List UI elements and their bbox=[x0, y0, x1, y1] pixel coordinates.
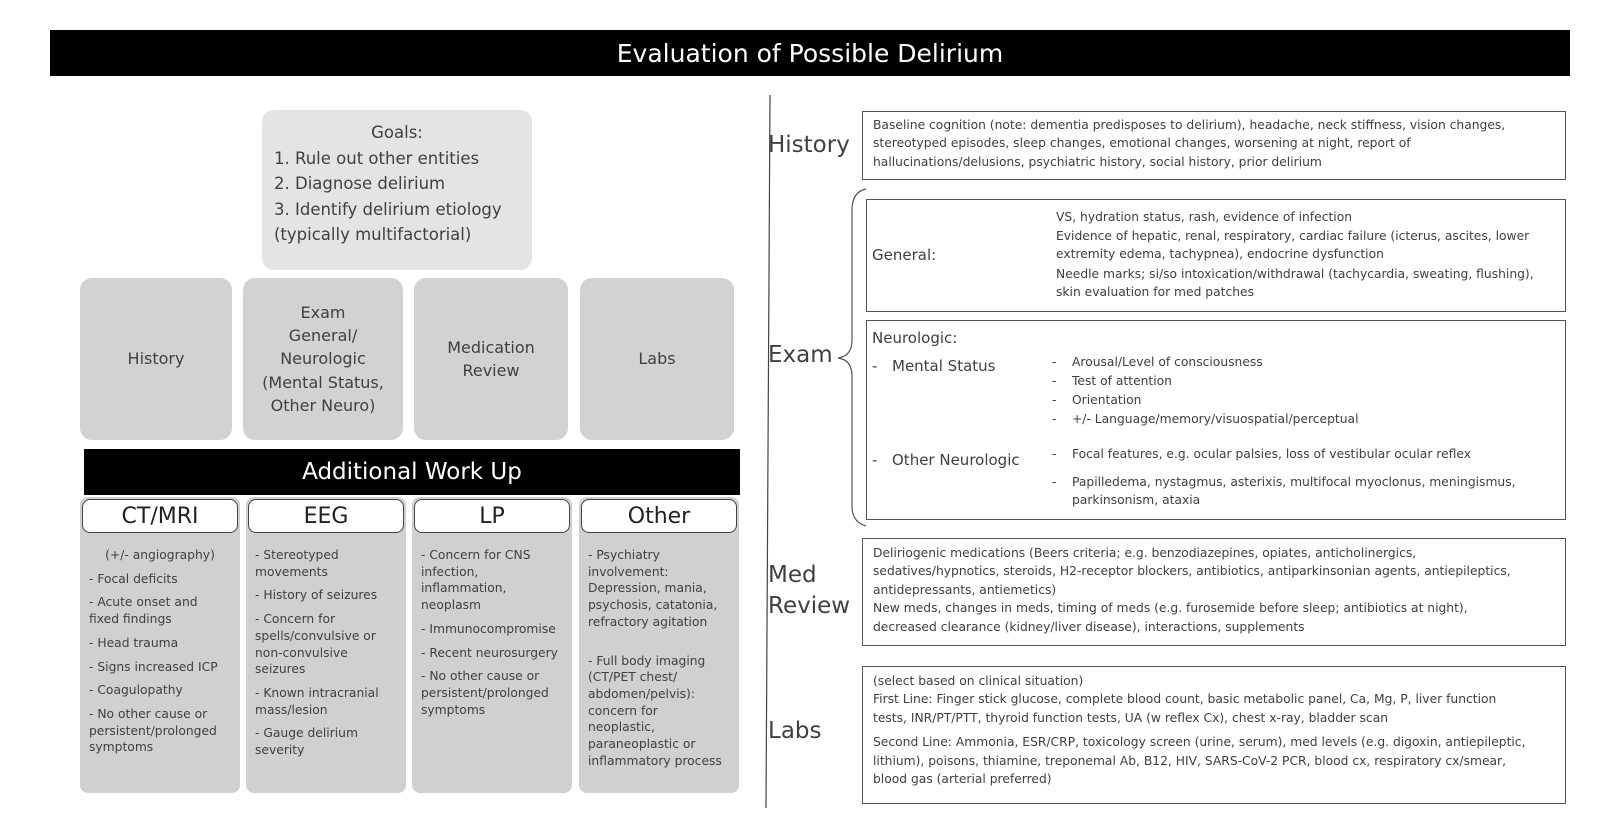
additional-work-up-title: Additional Work Up bbox=[84, 449, 740, 495]
general-label: General: bbox=[872, 246, 937, 264]
column-item: - Immunocompromise bbox=[421, 621, 556, 636]
column-item: - Stereotyped movements bbox=[255, 548, 339, 579]
exam-neurologic-box bbox=[866, 320, 1566, 520]
column-header: CT/MRI bbox=[82, 499, 238, 533]
section-label-history: History bbox=[768, 132, 850, 158]
step-exam: Exam General/ Neurologic (Mental Status, Other Neuro) bbox=[243, 278, 403, 440]
mental-status-item: +/- Language/memory/visuospatial/perceptual bbox=[1072, 412, 1359, 426]
section-label-exam: Exam bbox=[768, 342, 833, 368]
exam-brace bbox=[838, 189, 866, 526]
column-item: - Concern for CNS infection, inflammation, neoplasm bbox=[421, 548, 531, 613]
mental-status-item: Orientation bbox=[1072, 393, 1142, 407]
column-item: (+/- angiography) bbox=[105, 548, 215, 562]
dash-marker: - bbox=[872, 357, 878, 375]
dash-marker: - bbox=[1052, 393, 1057, 407]
column-item: - Full body imaging (CT/PET chest/ abdomen/pelvis): concern for neoplastic, paraneoplastic or inflammatory process bbox=[588, 653, 722, 768]
goal-item: 1. Rule out other entities bbox=[274, 148, 480, 168]
med-review-paragraph: Deliriogenic medications (Beers criteria; e.g. benzodiazepines, opiates, anticholinergics, sedatives/hypnotics, steroids, H2-receptor blockers, antibiotics, antiparkinsonian agents, antiepileptics, antidepressants, antiemetics) bbox=[873, 546, 1511, 597]
column-item: - Focal deficits bbox=[89, 571, 178, 586]
goal-item: 3. Identify delirium etiology (typically multifactorial) bbox=[274, 199, 502, 245]
step-medication-review: Medication Review bbox=[414, 278, 568, 440]
dash-marker: - bbox=[872, 451, 878, 469]
column-item: - Known intracranial mass/lesion bbox=[255, 686, 379, 717]
column-item: - Acute onset and fixed findings bbox=[89, 595, 198, 627]
labs-paragraph: (select based on clinical situation) bbox=[873, 674, 1084, 688]
column-header: Other bbox=[581, 499, 737, 533]
column-item: - Recent neurosurgery bbox=[421, 645, 558, 660]
column-item: - No other cause or persistent/prolonged symptoms bbox=[421, 669, 549, 717]
med-review-paragraph: New meds, changes in meds, timing of meds (e.g. furosemide before sleep; antibiotics at night), decreased clearance (kidney/liver disease), interactions, supplements bbox=[873, 601, 1468, 634]
dash-marker: - bbox=[1052, 447, 1057, 461]
dash-marker: - bbox=[1052, 412, 1057, 426]
column-item: - Signs increased ICP bbox=[89, 659, 218, 674]
column-item: - No other cause or persistent/prolonged symptoms bbox=[89, 707, 217, 755]
other-neurologic-label: Other Neurologic bbox=[892, 451, 1020, 469]
other-neuro-item: Focal features, e.g. ocular palsies, loss of vestibular ocular reflex bbox=[1072, 447, 1472, 461]
labs-paragraph: First Line: Finger stick glucose, complete blood count, basic metabolic panel, Ca, Mg, P, liver function tests, INR/PT/PTT, thyroid function tests, UA (w reflex Cx), chest x-ray, bladder scan bbox=[873, 692, 1497, 725]
column-header: LP bbox=[414, 499, 570, 533]
med-review-box bbox=[862, 538, 1566, 646]
column-item: - Psychiatry involvement: Depression, mania, psychosis, catatonia, refractory agitation bbox=[588, 548, 718, 629]
general-item: Needle marks; si/so intoxication/withdrawal (tachycardia, sweating, flushing), skin evaluation for med patches bbox=[1056, 267, 1534, 300]
column-item: - History of seizures bbox=[255, 588, 378, 603]
other-neuro-item: Papilledema, nystagmus, asterixis, multifocal myoclonus, meningismus, parkinsonism, ataxia bbox=[1072, 475, 1516, 508]
column-item: - Concern for spells/convulsive or non-convulsive seizures bbox=[255, 612, 376, 677]
column-item: - Coagulopathy bbox=[89, 683, 183, 698]
column-item: - Gauge delirium severity bbox=[255, 726, 358, 758]
section-label-labs: Labs bbox=[768, 718, 822, 744]
goals-title: Goals: bbox=[371, 123, 423, 142]
dash-marker: - bbox=[1052, 374, 1057, 388]
step-labs: Labs bbox=[580, 278, 734, 440]
mental-status-item: Test of attention bbox=[1072, 374, 1172, 388]
mental-status-item: Arousal/Level of consciousness bbox=[1072, 355, 1263, 369]
mental-status-label: Mental Status bbox=[892, 357, 996, 375]
labs-box bbox=[862, 666, 1566, 804]
general-item: VS, hydration status, rash, evidence of infection bbox=[1056, 210, 1353, 224]
dash-marker: - bbox=[1052, 475, 1057, 489]
diagram-title: Evaluation of Possible Delirium bbox=[50, 30, 1570, 76]
step-history: History bbox=[80, 278, 232, 440]
section-label-med-review: Med Review bbox=[768, 562, 851, 620]
labs-paragraph: Second Line: Ammonia, ESR/CRP, toxicology screen (urine, serum), med levels (e.g. digoxin, antiepileptic, lithium), poisons, thiamine, treponemal Ab, B12, HIV, SARS-CoV-2 PCR, blood cx, respiratory cx/smear, blood gas (arterial preferred) bbox=[873, 735, 1526, 787]
column-header: EEG bbox=[248, 499, 404, 533]
divider-line bbox=[766, 95, 770, 808]
general-item: Evidence of hepatic, renal, respiratory, cardiac failure (icterus, ascites, lower extremity edema, tachypnea), endocrine dysfunction bbox=[1056, 229, 1530, 262]
neurologic-label: Neurologic: bbox=[872, 329, 958, 347]
history-text: Baseline cognition (note: dementia predisposes to delirium), headache, neck stiffness, vision changes, stereotyped episodes, sleep changes, emotional changes, worsening at night, report of hallucinations/delusions, psychiatric history, social history, prior delirium bbox=[873, 118, 1506, 169]
dash-marker: - bbox=[1052, 355, 1057, 369]
history-box bbox=[862, 111, 1566, 180]
column-item: - Head trauma bbox=[89, 635, 179, 650]
goal-item: 2. Diagnose delirium bbox=[274, 174, 446, 194]
exam-general-box bbox=[866, 199, 1566, 312]
